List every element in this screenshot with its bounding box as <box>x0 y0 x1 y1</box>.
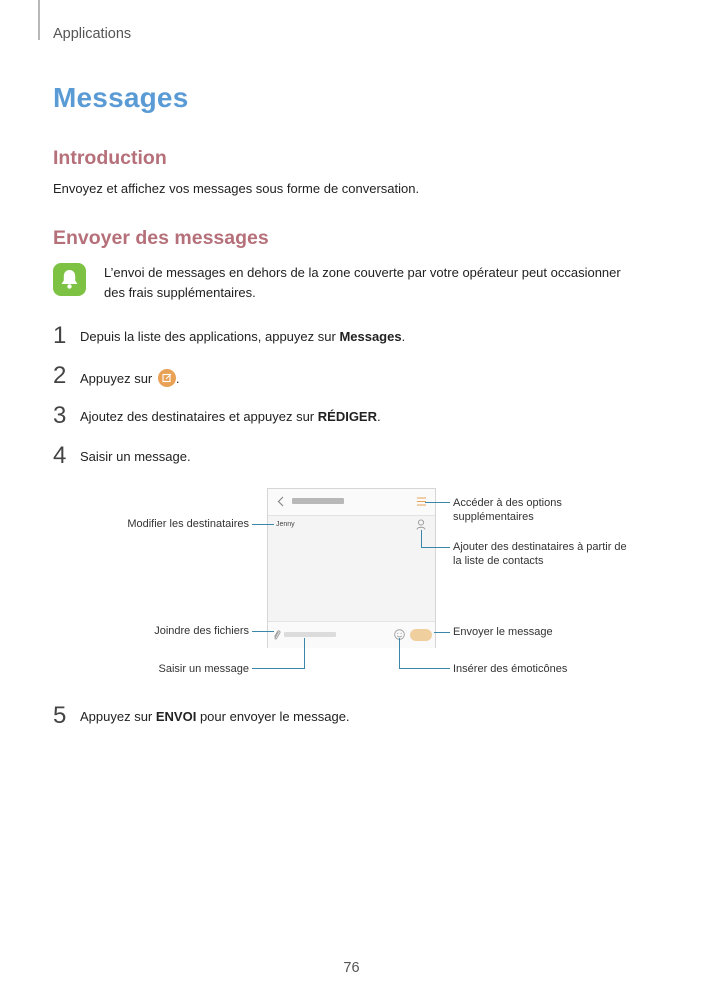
callout-line <box>252 668 305 669</box>
phone-compose-bar <box>268 621 435 648</box>
back-icon <box>277 496 284 507</box>
step-text: Saisir un message. <box>80 449 191 464</box>
intro-text: Envoyez et affichez vos messages sous forme de conversation. <box>53 181 420 196</box>
bell-icon <box>53 263 86 296</box>
callout-line <box>434 632 450 633</box>
callout-attach-files: Joindre des fichiers <box>154 625 249 637</box>
callout-insert-emoticons: Insérer des émoticônes <box>453 663 568 675</box>
callout-line <box>252 524 274 525</box>
callout-line <box>421 547 450 548</box>
phone-header <box>268 489 435 516</box>
step-keyword: ENVOI <box>155 709 197 724</box>
step-text: Ajoutez des destinataires et appuyez sur RÉDIGER. <box>80 409 381 424</box>
step-text: Depuis la liste des applications, appuyez sur Messages. <box>80 329 406 344</box>
page-number: 76 <box>343 960 360 976</box>
section-name: Applications <box>53 26 132 42</box>
step-text: Appuyez sur ENVOI pour envoyer le message. <box>80 709 350 724</box>
step-number: 3 <box>53 402 67 429</box>
callout-line <box>399 668 450 669</box>
recipient-name[interactable]: Jenny <box>276 521 295 528</box>
contact-icon[interactable] <box>416 519 426 530</box>
phone-title-blurred <box>292 498 344 504</box>
note-text: L’envoi de messages en dehors de la zone couverte par votre opérateur peut occasionner des frais supplémentaires. <box>104 265 621 300</box>
phone-screenshot <box>267 488 436 648</box>
step-number: 2 <box>53 362 67 389</box>
callout-type-message: Saisir un message <box>158 663 249 675</box>
callout-line <box>399 638 400 669</box>
step-number: 4 <box>53 442 67 469</box>
step-number: 1 <box>53 322 67 349</box>
section-rule <box>38 0 40 40</box>
callout-add-contacts: Ajouter des destinataires à partir de la liste de contacts <box>453 541 627 567</box>
step-keyword: RÉDIGER <box>317 409 377 424</box>
message-input[interactable] <box>284 632 336 637</box>
callout-send-message: Envoyer le message <box>453 626 553 638</box>
page-title: Messages <box>53 82 189 113</box>
paperclip-icon[interactable] <box>273 629 281 641</box>
step-number: 5 <box>53 702 67 729</box>
send-heading: Envoyer des messages <box>53 227 269 249</box>
send-button[interactable] <box>410 629 432 641</box>
callout-line <box>304 638 305 669</box>
callout-modify-recipients: Modifier les destinataires <box>127 518 249 530</box>
intro-heading: Introduction <box>53 147 167 169</box>
callout-line <box>252 631 274 632</box>
compose-icon <box>158 369 176 387</box>
callout-more-options: Accéder à des options supplémentaires <box>453 497 562 523</box>
callout-line <box>425 502 450 503</box>
callout-line <box>421 530 422 548</box>
step-keyword: Messages <box>339 329 402 344</box>
step-text: Appuyez sur . <box>80 371 180 386</box>
